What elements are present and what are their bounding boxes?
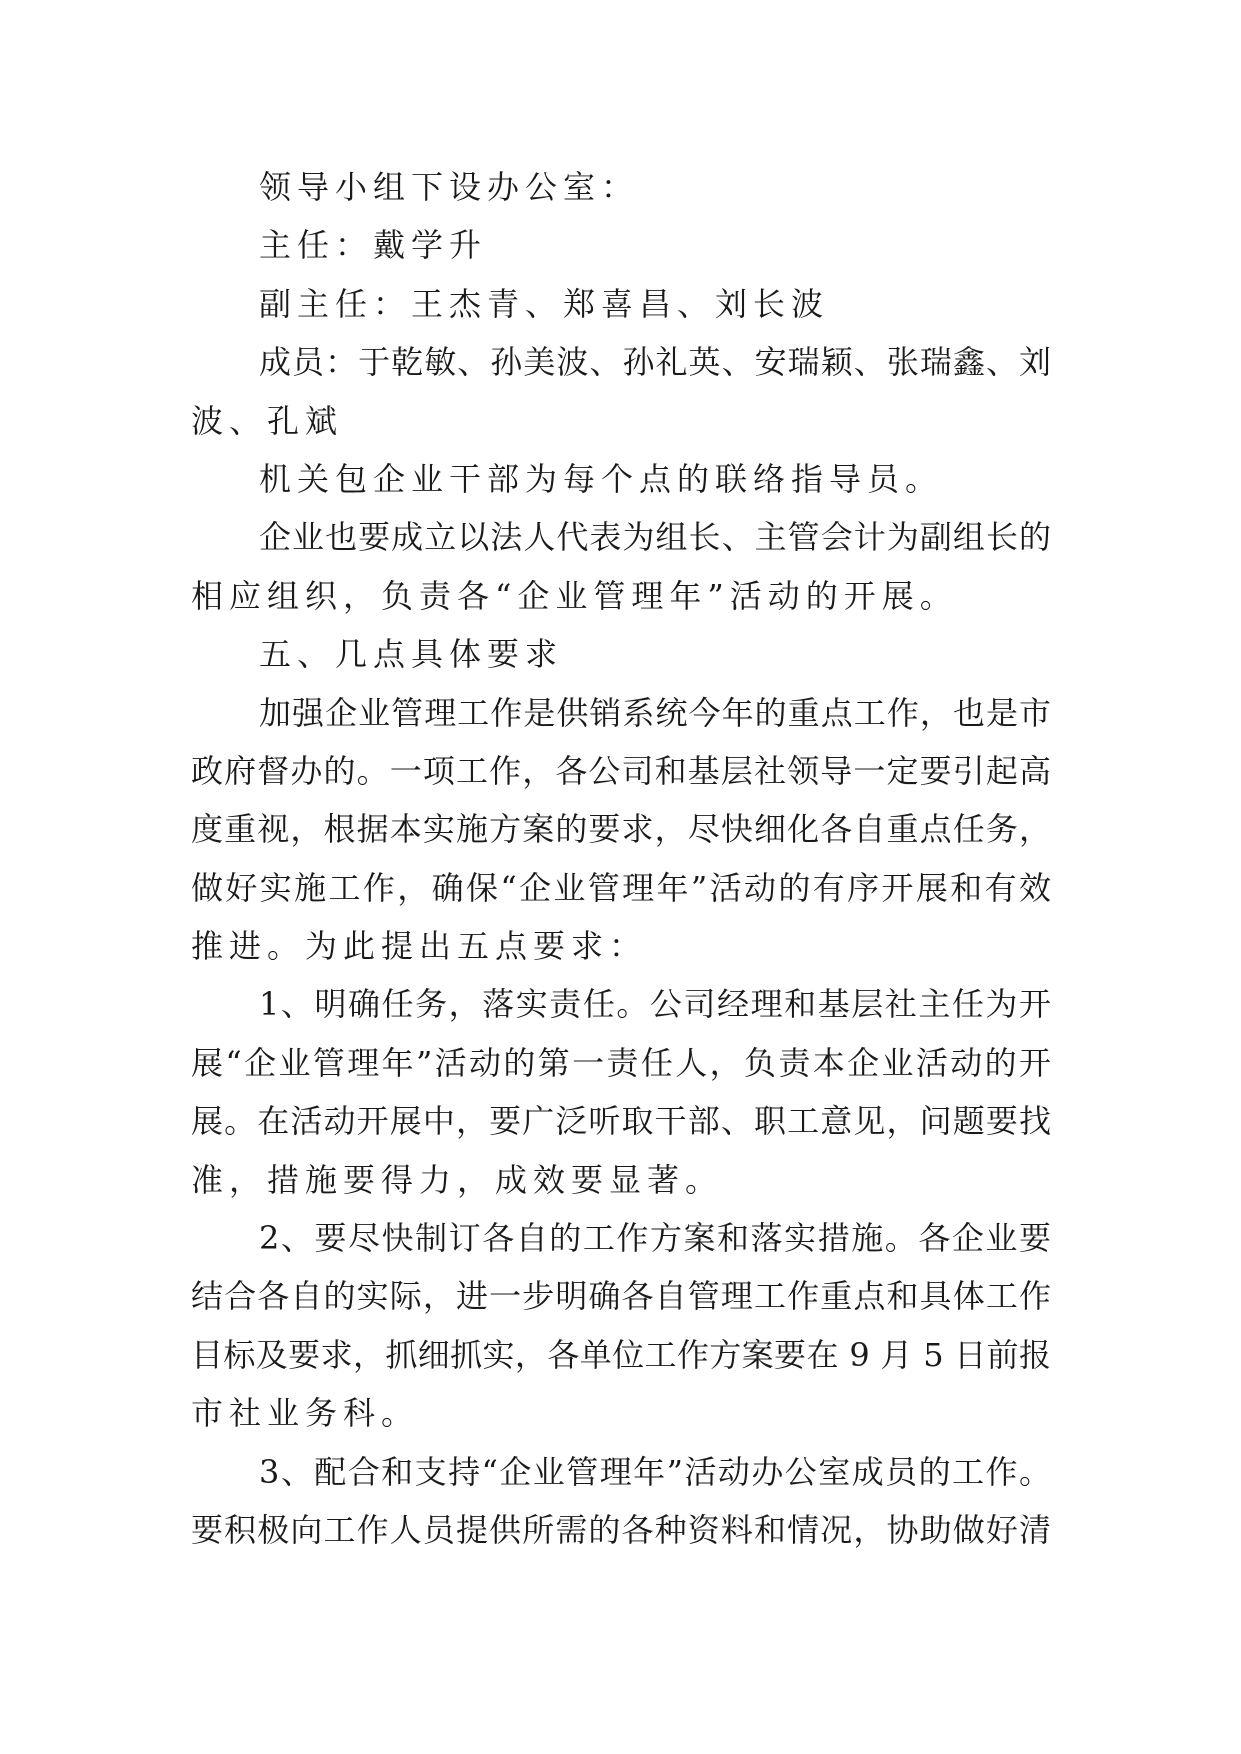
text-line: 展。在活动开展中，要广泛听取干部、职工意见，问题要找 xyxy=(191,1102,1051,1141)
text-line: 企业也要成立以法人代表为组长、主管会计为副组长的 xyxy=(259,518,1051,557)
text-line: 副主任：王杰青、郑喜昌、刘长波 xyxy=(259,284,830,323)
text-line: 目标及要求，抓细抓实，各单位工作方案要在 9 月 5 日前报 xyxy=(191,1335,1051,1374)
text-line: 推进。为此提出五点要求： xyxy=(191,927,648,966)
text-line: 市社业务科。 xyxy=(191,1394,420,1433)
text-line: 政府督办的。一项工作，各公司和基层社领导一定要引起高 xyxy=(191,751,1051,790)
text-line: 结合各自的实际，进一步明确各自管理工作重点和具体工作 xyxy=(191,1277,1051,1316)
text-line: 相应组织，负责各“企业管理年”活动的开展。 xyxy=(191,576,958,615)
text-line: 要积极向工作人员提供所需的各种资料和情况，协助做好清 xyxy=(191,1510,1051,1549)
text-line: 加强企业管理工作是供销系统今年的重点工作，也是市 xyxy=(259,693,1051,732)
text-line: 波、孔斌 xyxy=(191,401,344,440)
text-line: 展“企业管理年”活动的第一责任人，负责本企业活动的开 xyxy=(191,1043,1051,1082)
text-line: 1、明确任务，落实责任。公司经理和基层社主任为开 xyxy=(259,985,1051,1024)
text-line: 准，措施要得力，成效要显著。 xyxy=(191,1160,724,1199)
text-line: 3、配合和支持“企业管理年”活动办公室成员的工作。 xyxy=(259,1452,1051,1491)
text-line: 2、要尽快制订各自的工作方案和落实措施。各企业要 xyxy=(259,1219,1051,1258)
text-line: 领导小组下设办公室： xyxy=(259,168,640,206)
text-line: 主任：戴学升 xyxy=(259,226,488,265)
text-line: 做好实施工作，确保“企业管理年”活动的有序开展和有效 xyxy=(191,868,1051,907)
text-line: 成员：于乾敏、孙美波、孙礼英、安瑞颖、张瑞鑫、刘 xyxy=(259,343,1051,382)
section-heading: 五、几点具体要求 xyxy=(259,635,564,674)
text-line: 度重视，根据本实施方案的要求，尽快细化各自重点任务， xyxy=(191,810,1051,849)
text-line: 机关包企业干部为每个点的联络指导员。 xyxy=(259,459,944,498)
document-body xyxy=(191,158,1051,1559)
